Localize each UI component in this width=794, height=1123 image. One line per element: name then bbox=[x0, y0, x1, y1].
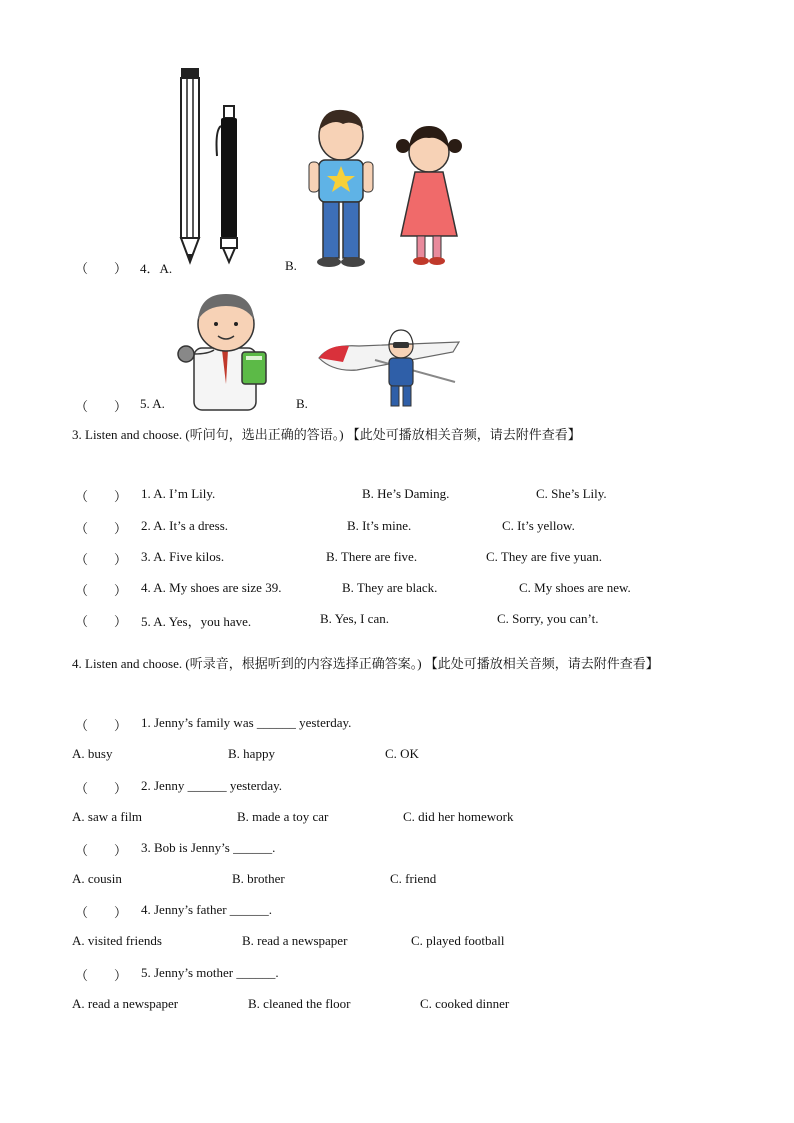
option-a[interactable]: 1. A. I’m Lily. bbox=[141, 486, 216, 501]
section-3-title: 3. Listen and choose. (听问句，选出正确的答语。) 【此处可播放相关音频，请去附件查看】 bbox=[72, 427, 581, 442]
option-b[interactable]: B. He’s Daming. bbox=[362, 486, 450, 501]
option-a[interactable]: 3. A. Five kilos. bbox=[141, 549, 225, 564]
option-c[interactable]: C. friend bbox=[390, 871, 437, 886]
option-c[interactable]: C. did her homework bbox=[403, 809, 514, 824]
answer-bracket[interactable]: （ ） bbox=[75, 843, 128, 858]
section-4-options-1 bbox=[0, 746, 794, 764]
option-a[interactable]: 2. A. It’s a dress. bbox=[141, 518, 229, 533]
option-c[interactable]: C. They are five yuan. bbox=[486, 549, 602, 564]
section-3-item-2 bbox=[0, 518, 794, 536]
option-b[interactable]: B. cleaned the floor bbox=[248, 996, 351, 1011]
option-b[interactable]: B. They are black. bbox=[342, 580, 438, 595]
section-3-item-1 bbox=[0, 486, 794, 504]
option-c[interactable]: C. Sorry, you can’t. bbox=[497, 611, 599, 626]
answer-bracket[interactable]: （ ） bbox=[75, 583, 128, 598]
option-c[interactable]: C. played football bbox=[411, 933, 505, 948]
option-b[interactable]: B. made a toy car bbox=[237, 809, 329, 824]
question-number: 5. A. bbox=[140, 396, 165, 411]
section-3-item-5 bbox=[0, 611, 794, 629]
option-a[interactable]: A. busy bbox=[72, 746, 113, 761]
option-b-label: B. bbox=[285, 258, 297, 273]
answer-bracket[interactable]: （ ） bbox=[75, 905, 128, 920]
question-text: 2. Jenny ______ yesterday. bbox=[141, 778, 283, 793]
option-a[interactable]: 4. A. My shoes are size 39. bbox=[141, 580, 282, 595]
section-3-item-3 bbox=[0, 549, 794, 567]
option-c[interactable]: C. It’s yellow. bbox=[502, 518, 575, 533]
option-a[interactable]: A. visited friends bbox=[72, 933, 162, 948]
option-b[interactable]: B. happy bbox=[228, 746, 275, 761]
option-a[interactable]: A. saw a film bbox=[72, 809, 143, 824]
section-4-options-2 bbox=[0, 809, 794, 827]
section-4-options-3 bbox=[0, 871, 794, 889]
option-b-label: B. bbox=[296, 396, 308, 411]
option-a[interactable]: 5. A. Yes，you have. bbox=[141, 614, 252, 629]
question-text: 3. Bob is Jenny’s ______. bbox=[141, 840, 276, 855]
section-4-options-5 bbox=[0, 996, 794, 1014]
answer-bracket[interactable]: （ ） bbox=[75, 718, 128, 733]
answer-bracket[interactable]: （ ） bbox=[75, 521, 128, 536]
answer-bracket[interactable]: （ ） bbox=[75, 552, 128, 567]
section-4-options-4 bbox=[0, 933, 794, 951]
section-4-question-3 bbox=[0, 840, 794, 858]
option-b[interactable]: B. There are five. bbox=[326, 549, 418, 564]
section-4-question-5 bbox=[0, 965, 794, 983]
option-c[interactable]: C. She’s Lily. bbox=[536, 486, 607, 501]
option-b[interactable]: B. brother bbox=[232, 871, 285, 886]
doctor-illustration bbox=[176, 294, 276, 410]
option-b[interactable]: B. read a newspaper bbox=[242, 933, 348, 948]
section-4-question-2 bbox=[0, 778, 794, 796]
question-number: 4．A. bbox=[140, 261, 173, 276]
answer-bracket[interactable]: （ ） bbox=[75, 261, 128, 276]
answer-bracket[interactable]: （ ） bbox=[75, 614, 128, 629]
question-text: 1. Jenny’s family was ______ yesterday. bbox=[141, 715, 352, 730]
section-4-title: 4. Listen and choose. (听录音，根据听到的内容选择正确答案。) 【此处可播放相关音频，请去附件查看】 bbox=[72, 656, 659, 671]
option-a[interactable]: A. cousin bbox=[72, 871, 122, 886]
answer-bracket[interactable]: （ ） bbox=[75, 489, 128, 504]
question-text: 4. Jenny’s father ______. bbox=[141, 902, 273, 917]
option-b[interactable]: B. Yes, I can. bbox=[320, 611, 389, 626]
option-c[interactable]: C. My shoes are new. bbox=[519, 580, 631, 595]
option-a[interactable]: A. read a newspaper bbox=[72, 996, 179, 1011]
question-text: 5. Jenny’s mother ______. bbox=[141, 965, 279, 980]
answer-bracket[interactable]: （ ） bbox=[75, 781, 128, 796]
section-4-question-1 bbox=[0, 715, 794, 733]
pencil-and-pen-illustration bbox=[176, 66, 246, 266]
option-b[interactable]: B. It’s mine. bbox=[347, 518, 412, 533]
answer-bracket[interactable]: （ ） bbox=[75, 968, 128, 983]
answer-bracket[interactable]: （ ） bbox=[75, 399, 128, 414]
option-c[interactable]: C. OK bbox=[385, 746, 419, 761]
boy-and-girl-illustration bbox=[305, 108, 470, 273]
section-3-item-4 bbox=[0, 580, 794, 598]
section-4-question-4 bbox=[0, 902, 794, 920]
option-c[interactable]: C. cooked dinner bbox=[420, 996, 510, 1011]
